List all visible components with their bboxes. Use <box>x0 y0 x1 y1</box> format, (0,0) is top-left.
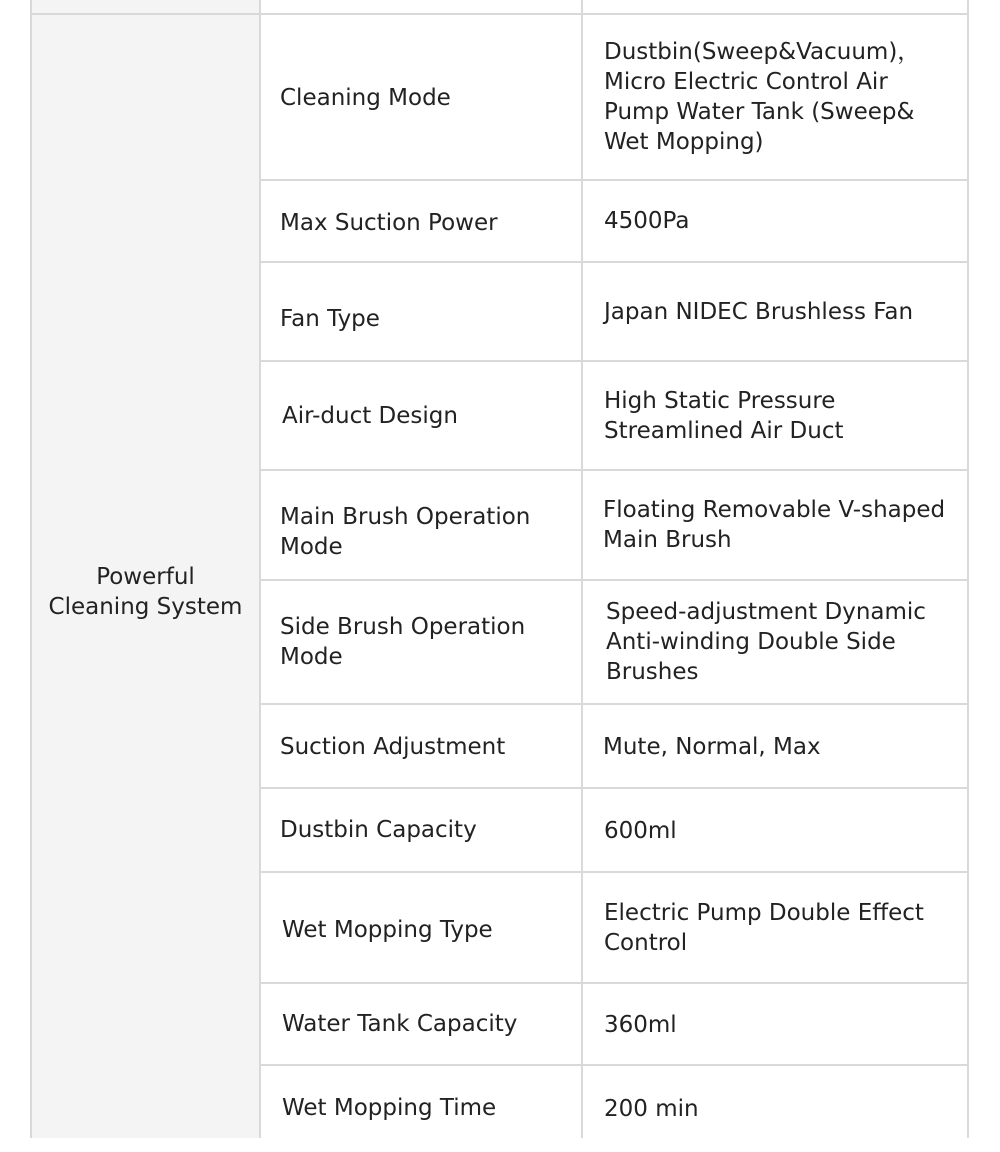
spec-name: Fan Type <box>280 305 380 332</box>
table-row <box>261 15 967 181</box>
spec-value: Speed-adjustment Dynamic Anti-winding Double Side Brushes <box>606 599 926 685</box>
table-row <box>261 873 967 984</box>
spec-value: 360ml <box>604 1012 677 1038</box>
spec-name: Suction Adjustment <box>280 734 506 760</box>
spec-value: Floating Removable V-shaped Main Brush <box>603 497 946 553</box>
previous-table-row <box>261 0 967 15</box>
table-row <box>261 789 967 873</box>
spec-value: Dustbin(Sweep&Vacuum)，Micro Electric Control Air Pump Water Tank (Sweep& Wet Mopping) <box>604 39 921 155</box>
category-cell <box>32 15 259 1138</box>
spec-name: Side Brush Operation Mode <box>280 614 526 670</box>
table-row <box>261 984 967 1066</box>
category-label: Powerful Cleaning System <box>48 564 243 620</box>
spec-value: Japan NIDEC Brushless Fan <box>604 298 914 325</box>
spec-name: Wet Mopping Time <box>282 1095 497 1121</box>
spec-value: 200 min <box>604 1096 699 1122</box>
table-row <box>261 1066 967 1152</box>
spec-value: Electric Pump Double Effect Control <box>604 899 924 956</box>
table-row <box>261 705 967 789</box>
spec-name: Dustbin Capacity <box>280 817 477 843</box>
spec-value: Mute, Normal, Max <box>603 734 821 760</box>
spec-value: High Static Pressure Streamlined Air Duct <box>604 387 844 444</box>
spec-value: 600ml <box>604 818 677 844</box>
table-row <box>261 181 967 263</box>
spec-value: 4500Pa <box>604 208 690 234</box>
spec-name: Main Brush Operation Mode <box>280 504 531 560</box>
spec-name: Wet Mopping Type <box>282 916 493 943</box>
spec-name: Water Tank Capacity <box>282 1011 518 1037</box>
table-row <box>261 471 967 581</box>
table-row <box>261 362 967 471</box>
spec-name: Max Suction Power <box>280 210 498 236</box>
spec-name: Cleaning Mode <box>280 85 451 111</box>
spec-name: Air-duct Design <box>282 402 458 429</box>
table-row <box>261 581 967 705</box>
table-row <box>261 263 967 362</box>
previous-category-cell <box>32 0 259 15</box>
spec-table <box>30 0 969 1138</box>
